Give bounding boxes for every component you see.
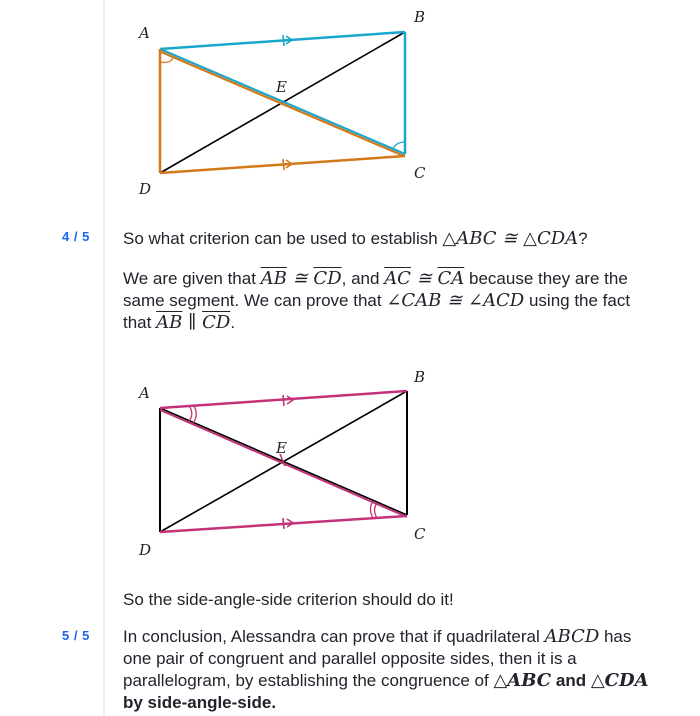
angle-c-arc bbox=[393, 142, 405, 149]
segment-cd: $\overline{CD}$ bbox=[202, 312, 231, 333]
figure-parallelogram-1 bbox=[130, 0, 430, 200]
label-b: B bbox=[414, 368, 426, 386]
label-e: E bbox=[276, 439, 287, 457]
text: by side-angle-side. bbox=[123, 693, 277, 712]
text: because they are the same segment. We can prove that bbox=[123, 269, 628, 310]
diagram-1-svg bbox=[130, 0, 430, 200]
step-number-4: 4 / 5 bbox=[62, 229, 90, 244]
text: In conclusion, Alessandra can prove that if quadrilateral bbox=[123, 627, 545, 646]
triangle-cda: △CDA bbox=[590, 670, 649, 691]
label-d: D bbox=[139, 180, 152, 198]
label-a: A bbox=[139, 384, 150, 402]
segment-ab: $\overline{AB}$ bbox=[156, 312, 183, 333]
text: We are given that bbox=[123, 269, 261, 288]
angle-congruence: ∠CAB ≅ ∠ACD bbox=[386, 290, 525, 311]
segment-ac-orange bbox=[160, 52, 405, 157]
step-number-5: 5 / 5 bbox=[62, 628, 90, 643]
text: and bbox=[551, 671, 591, 690]
question-prefix: So what criterion can be used to establish bbox=[123, 229, 443, 248]
text: . bbox=[230, 313, 236, 332]
step4-question bbox=[123, 228, 653, 250]
text: , and bbox=[341, 269, 385, 288]
conclusion-lead: So the side-angle-side criterion should do it! bbox=[123, 590, 454, 609]
congruent-symbol: ≅ bbox=[410, 268, 438, 289]
step4-explanation bbox=[123, 268, 653, 334]
question-suffix: ? bbox=[578, 229, 588, 248]
side-dc bbox=[160, 156, 405, 173]
content-rail bbox=[103, 0, 105, 716]
text: using the fact that bbox=[123, 291, 631, 332]
figure-parallelogram-2 bbox=[130, 360, 430, 560]
label-d: D bbox=[139, 541, 152, 559]
segment-cd: $\overline{CD}$ bbox=[313, 268, 342, 289]
label-c: C bbox=[414, 164, 426, 182]
quad-abcd: ABCD bbox=[544, 626, 600, 647]
label-a: A bbox=[139, 24, 150, 42]
step5-conclusion bbox=[123, 626, 653, 714]
segment-ab: $\overline{AB}$ bbox=[260, 268, 287, 289]
angle-cab-double-arc bbox=[189, 406, 196, 423]
parallel-symbol: ∥ bbox=[182, 312, 203, 333]
label-b: B bbox=[414, 8, 426, 26]
question-math: △ABC ≅ △CDA bbox=[442, 228, 579, 249]
diagram-2-svg bbox=[130, 360, 430, 560]
congruent-symbol: ≅ bbox=[286, 268, 314, 289]
angle-a-arc bbox=[160, 58, 173, 63]
side-ab bbox=[160, 32, 405, 49]
segment-ac: $\overline{AC}$ bbox=[384, 268, 411, 289]
triangle-abc: △ABC bbox=[493, 670, 552, 691]
segment-ca: $\overline{CA}$ bbox=[437, 268, 465, 289]
label-c: C bbox=[414, 525, 426, 543]
segment-ac-blue bbox=[160, 49, 405, 154]
label-e: E bbox=[276, 78, 287, 96]
text: has one pair of congruent and parallel opposite sides, then it is a parallelogram, by establishing the congruence of bbox=[123, 627, 632, 690]
